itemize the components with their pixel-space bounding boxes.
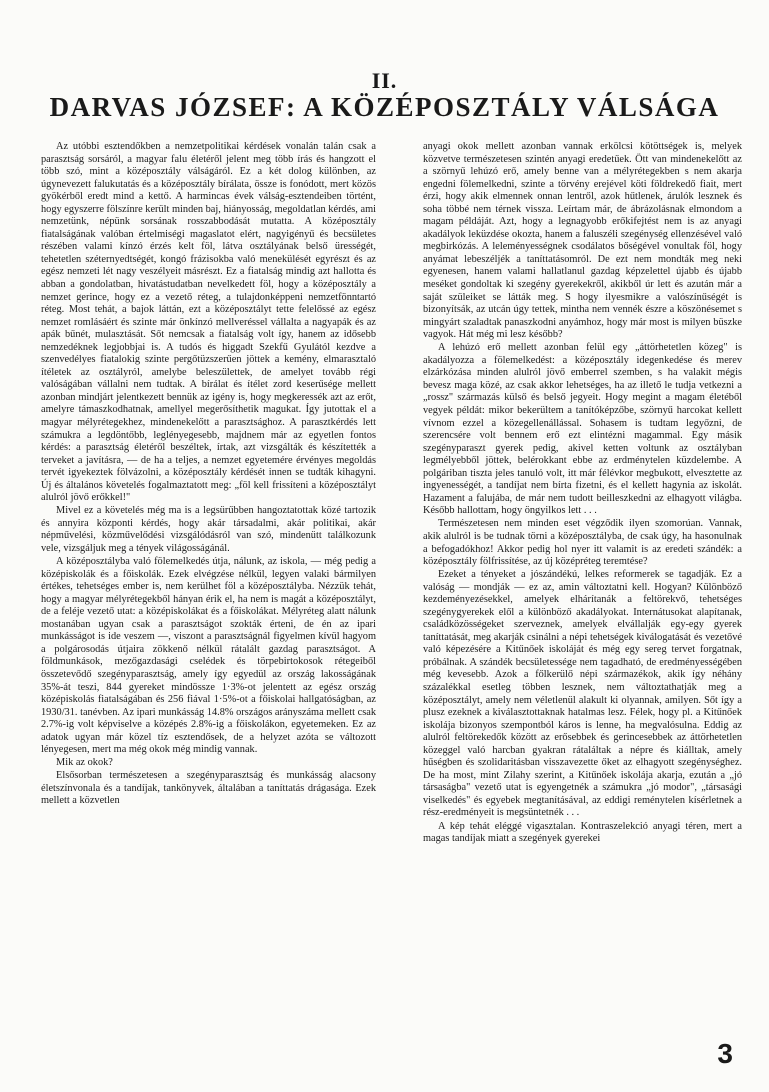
article-title: DARVAS JÓZSEF: A KÖZÉPOSZTÁLY VÁLSÁGA: [49, 92, 720, 122]
paragraph: Elsősorban természetesen a szegényparasztság és munkásság alacsony életszínvonala és a tandíjak, tankönyvek, általában a taníttatás drágasága. Ezek mellett a közvetlen: [41, 770, 376, 807]
paragraph: Mivel ez a követelés még ma is a legsürűbben hangoztatottak közé tartozik és annyira központi kérdés, hogy akár társadalmi, akár politikai, akár népművelési, közművelődési vizsgálódásról van szó, mindenütt találkozunk vele, vizsgáljuk meg a tények világosságánál.: [41, 505, 376, 554]
chapter-number: II.: [371, 68, 398, 93]
paragraph: anyagi okok mellett azonban vannak erkölcsi kötöttségek is, melyek közvetve természetesen szintén anyagi eredetűek. Ött van mindenekelőtt az a szörnyű lehúzó erő, amely benne van a mélyrétegekben s nem akarja engedni fölemelkedni, szinte a törvény erejével köti földrekedő fiait, mert érzi, hogy akik elmennek onnan lentről, azok hűtlenek, árulók lesznek és soha többé nem térnek vissza. Leírtam már, de ábrázolásnak elmondom a magam példáját. Azt, hogy a legnagyobb erőkifejtést nem is az anyagi akadályok leküzdése okozta, hanem a faluszéli szegénység ellenzésével való megbirkózás. A leleményességnek csodálatos bőségével vonultak föl, hogy anyámat lebeszéljék a taníttatásomról. De ezt nem mondták meg neki egyenesen, hanem valami hallatlanul gazdag képzelettel újabb és újabb meséket gondoltak ki szegény gyerekekről, akikből úr lett és azután már a saját szüleiket se látták meg. S hogy ilyesmikre a valószínűségét is bizonyítsák, az utcán úgy tettek, mintha nem vennék észre a köszönésemet s mingyárt szaladtak panaszkodni anyámhoz, hogy már most is milyen büszke vagyok. Hát még mi lesz később?: [423, 141, 742, 341]
paragraph: A kép tehát eléggé vigasztalan. Kontraszelekció anyagi téren, mert a magas tandíjak miatt a szegények gyerekei: [423, 820, 742, 845]
left-column: [41, 141, 376, 808]
paragraph: Az utóbbi esztendőkben a nemzetpolitikai kérdések vonalán talán csak a parasztság sorsáról, a magyar falu életéről jelent meg több írás és hangzott el több szó, mint a középosztály válságáról. Ez a két dolog különben, az úgynevezett falukutatás és a középosztály bírálata, össze is fonódott, mert közös gyökérből eredt mind a kettő. A harmincas évek válság-esztendeiben történt, hogy egyszerre fölszínre került minden baj, hiányosság, megoldatlan kérdés, ami nemzetünk, népünk sorsának rosszabbodását mutatta. A középosztály fiatalságának valóban értelmiségi magaslatot elért, nagyigényű és becsületes részében valami kínzó érzés kelt föl, látva osztályának belső ürességét, tehetetlen széternyedtségét, kongó frázisokba való menekülését egyrészt és az egész nemzeti lét nagy veszélyeit másrészt. Ez a fiatalság mindig azt hallotta és abban a gondolatban, hivatástudatban nevelkedett föl, hogy a középosztály a nemzet gerince, hogy ez a vezető réteg, a tulajdonképpeni nemzetfönntartó réteg. Most tehát, a bajok láttán, ezt a középosztályt tette felelőssé az egész nemzet romlásáért és szinte már önkínzó mellveréssel vállalta a nagyapák és az apák bűnét, mulasztását. Sőt nemcsak a fiatalság volt így, hanem az idősebb nemzedéknek legjobbjai is. A tudós és higgadt Szekfű Gyulától kezdve a szenvedélyes fiatalokig szinte pergőtüzszerűen jöttek a kemény, elmarasztaló ítéletek az osztályról, amelybe beleszülettek, de amelyet tovább régi valóságában vállalni nem tudtak. A bírálat és ítélet zord keserűsége mellett azonban mindjárt jelentkezett bennük az igény is, hogy megkeressék azt az erőt, amelyre támaszkodhatnak, amellyel megerősíthetik magukat. Így jutottak el a magyar mélyrétegekhez, mindenekelőtt a parasztsághoz. A parasztkérdés lett számukra a legdöntőbb, leglényegesebb, majdnem már az egyetlen fontos kérdés: a parasztság életéről beszéltek, írtak, azt vizsgálták és készítették a terveket a javításra, — de ha a teljes, a nemzet egyetemére érvényes megoldás tervét igyekeztek fölvázolni, a középosztály kérdését innen se tudták kihagyni. Új és általános követelés fogalmaztatott meg: „föl kell frissíteni a középosztályt alulról jövő erőkkel!": [41, 141, 376, 504]
paragraph: Természetesen nem minden eset végződik ilyen szomorúan. Vannak, akik alulról is be tudnak törni a középosztályba, de csak úgy, ha hasonulnak a befogadókhoz! Akkor pedig hol nyer itt valamit is az eredeti szándék: a középosztály fölfrissítése, az új középréteg teremtése?: [423, 518, 742, 568]
paragraph: Mik az okok?: [56, 757, 113, 769]
page-number: 3: [717, 1038, 733, 1069]
paragraph: Ezeket a tényeket a jószándékú, lelkes reformerek se tagadják. Ez a valóság — mondják — ez az, amin változtatni kell. Hogyan? Különböző kezdeményezésekkel, amelyek elhárítanák a feltörekvő, tehetséges szegénygyerekek elől a különböző akadályokat. Internátusokat alapítanak, családközösségeket szerveznek, amelyek elvállalják egy-egy gyerek taníttatását, meg akarják csinálni a népi tehetségek kiválogatását és vezetővé való képezésére a Kitűnőek iskoláját és még egy sereg tervet forgatnak, próbálnak. A szándék becsületessége nem tagadható, de eredményességében még kevesebb. Azok a főlkerülő népi származékok, akik így néhány százalékkal esetleg többen lesznek, nem változtathatják meg a középosztályt, amely nem véletlenül alakult ki olyannak, amilyen. Sőt így a plusz ezeknek a kiválasztottaknak hatalmas lesz. Félek, hogy pl. a Kitűnőek iskolája bizonyos szempontból káros is lenne, ha megvalósulna. Eddig az alulról feltörekedők között az erősebbek és gerincesebbek az áttörhetetlen közeggel való harcban gyakran rátaláltak a népre és kiálltak, amely hűségben és szolidaritásban visszavezette őket az elhagyott szegénységhez. De ha most, mint Zilahy szerint, a Kitűnőek iskolája akarja, ezután a „jó társaságba" vezető utat is egyengetnék a számukra „jó modor", „társasági viselkedés" és egyebek megtanításával, az eddigi reménytelen kísérletnek a rész-eredményeit is megsüntetnék . . .: [423, 569, 742, 819]
paragraph: A lehúzó erő mellett azonban felül egy „áttörhetetlen közeg" is akadályozza a fölemelkedést: a középosztály idegenkedése és merev elzárkózása minden alulról jövő emberrel szemben, s ha valakit mégis bevesz maga közé, az csak akkor lehetséges, ha az illető le tudja vetkezni a „rossz" származás külső és belső jegyeit. Hogy megint a magam életéből vegyek példát: mikor bekerültem a tanítóképzőbe, szörnyű harcokat kellett vívnom ezzel a közegellenállással. Sohasem is tudtam legyőzni, de szerencsére volt bennem erő ezt elintézni magammal. Egy másik szegényparaszt gyerek pedig, akivel ketten voltunk az osztályban legmélyebből jöttek, belérokkant ebbe az erdménytelen küzdelembe. A polgáriban tiszta jeles tanuló volt, itt már félévkor megbukott, elvesztette az ingyenességét, a tandíjat nem bírta fizetni, és el kellett hagynia az iskolát. Hazament a falujába, de már nem tudott beilleszkedni az elhagyott világba. Később hallottam, hogy öngyilkos lett . . .: [423, 342, 742, 517]
paragraph: A középosztályba való fölemelkedés útja, nálunk, az iskola, — még pedig a középiskolák és a főiskolák. Ezek elvégzése nélkül, legyen valaki bármilyen értékes, tehetséges ember is, nem kerülhet föl a középosztályba. Nézzük tehát, hogy a magyar mélyrétegekből hányan érik el, ha nem is magát a középosztályt, de a feléje vezető utat: a középiskolákat és a főiskolákat. Mélyréteg alatt nálunk mostanában ugyan csak a parasztságot szokták érteni, de én az ipari munkásságot is ide veszem —, viszont a parasztságnál figyelmen kívül hagyom a polgárosodás útjaira zökkenő nélkül rátalált gazdag parasztságot. A földmunkások, mezőgazdasági cselédek és törpebirtokosok rétegeiből összetevődő szegényparasztság, amely így egyedül az ország lakosságának 35%-át teszi, 844 gyereket mindössze 1·3%-ot jelentett az egész ország középiskolás fiatalságában és 256 fiával 1·5%-ot a főiskolai hallgatóságban, az 1930/31. tanévben. Az ipari munkásság 14.8% országos arányszáma mellett csak 2.7%-ig volt képviselve a középés 2.8%-ig a főiskolákon, egyetemeken. Ez az adatok ugyan már közel tíz esztendősek, de a helyzet azóta se változott lényegesen, mert ma még okok még mindig vannak.: [41, 556, 376, 756]
right-column: [423, 141, 742, 846]
